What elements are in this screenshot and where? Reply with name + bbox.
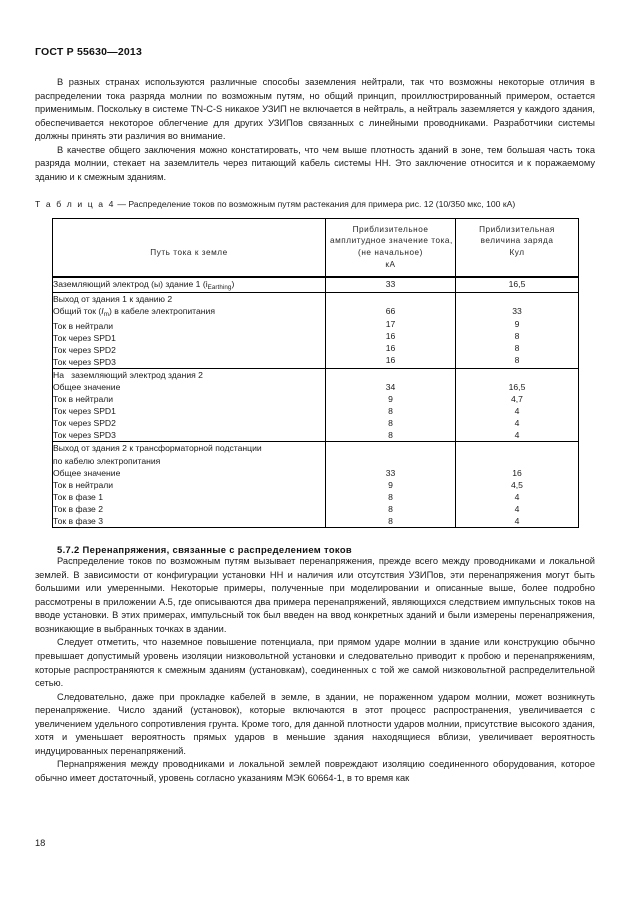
header-approx-current-amplitude — [326, 218, 456, 277]
value-current: 33 — [385, 467, 396, 478]
row-label-neutral: Ток в нейтрали — [53, 320, 114, 331]
values-current-group — [326, 442, 456, 528]
value-charge: 16 — [512, 467, 522, 478]
value-current: 17 — [385, 318, 396, 329]
value-current: 9 — [388, 479, 393, 490]
page-content — [35, 76, 595, 785]
header-col3-line2: величина заряда — [480, 236, 554, 246]
row-label-total-current — [53, 305, 325, 319]
group-title-line1: Выход от здания 2 к трансформаторной подстанции — [53, 443, 262, 454]
value-current: 9 — [388, 394, 393, 405]
value-charge: 8 — [514, 342, 520, 353]
paragraph-3: Распределение токов по возможным путям вызывает перенапряжения, прежде всего между проводниками и локальной землей. В зависимости от конфигурации установки НН и наличия или отсутствия УЗИПов, эти перенапряжения могут быть большими или умеренными. Некоторые примеры, полученные при моделировании и описанные выше, более подробно рассмотрены в приложении А.5, где описываются два примера перенапряжений, являющихся следствием импульсных токов на вводе установки. В этих примерах, импульсный ток был введен на ввод конкретных зданий и были измерены перенапряжения, возникающие в выбранных точках в здании. — [35, 556, 595, 634]
row-label-phase2: Ток в фазе 2 — [53, 503, 104, 514]
table-header-row — [53, 218, 579, 277]
value-charge: 4 — [514, 503, 520, 514]
row-label-neutral: Ток в нейтрали — [53, 479, 114, 490]
header-col3-line3: Кул — [509, 248, 525, 258]
row-label-total: Общее значение — [53, 467, 121, 478]
paragraph-1: В разных странах используются различные способы заземления нейтрали, так что возможны некоторые отличия в распределении тока разряда молнии по возможным путям, но общий принцип, проиллюстрированный примером, остается применимым. Поскольку в системе TN-C-S никакое УЗИП не включается в нейтраль, а нейтраль заземляется у каждого здания, обеспечивается некоторое облегчение для других УЗИПов связанных с линейными проводниками. Разработчики системы должны принять эти различия во внимание. — [35, 77, 595, 142]
row-label-spd3: Ток через SPD3 — [53, 356, 116, 367]
table-row — [53, 442, 579, 528]
row-label-earthing-electrode — [53, 277, 326, 293]
group-title: Выход от здания 1 к зданию 2 — [53, 294, 173, 305]
row-label-phase3: Ток в фазе 3 — [53, 516, 104, 527]
value-charge: 16,5 — [508, 382, 526, 392]
header-col2-line4: кА — [385, 259, 396, 269]
label-symbol: I — [101, 306, 104, 317]
header-col2-line2: амплитудное значение тока, — [330, 236, 453, 246]
value-current: 16 — [385, 342, 396, 353]
row-label-spd1: Ток через SPD1 — [53, 332, 116, 343]
value-charge: 4 — [514, 516, 520, 527]
value-charge: 4,7 — [511, 394, 523, 405]
label-part-pre: Заземляющий электрод (ы) здание 1 (i — [53, 279, 208, 290]
header-approx-charge — [456, 218, 579, 277]
paragraph-6: Пернапряжения между проводниками и локальной землей повреждают изоляцию соединенного оборудования, которое обычно имеет достаточный, уровень согласно указаниям МЭК 60664-1, в то время как — [35, 759, 595, 783]
value-current: 33 — [326, 277, 456, 293]
header-col3-line1: Приблизительная — [479, 224, 555, 234]
value-charge: 33 — [512, 306, 522, 317]
table-row — [53, 293, 579, 369]
label-part-pre: Общий ток ( — [53, 306, 102, 317]
row-label-neutral: Ток в нейтрали — [53, 394, 114, 405]
value-current: 16 — [385, 330, 396, 341]
row-group-to-electrode-b2 — [53, 368, 326, 442]
value-current: 8 — [388, 430, 393, 441]
values-charge-group — [456, 293, 579, 369]
row-label-spd2: Ток через SPD2 — [53, 344, 116, 355]
value-charge: 9 — [514, 318, 520, 329]
row-label-spd3: Ток через SPD3 — [53, 430, 116, 441]
values-charge-group — [456, 442, 579, 528]
table-caption-dash: — — [117, 199, 126, 210]
values-current-group — [326, 293, 456, 369]
table-caption — [35, 198, 595, 211]
paragraph-4: Следует отметить, что наземное повышение потенциала, при прямом ударе молнии в здание или конструкцию обычно превышает допустимый уровень изоляции низковольтной установки и следовательно приводит к пробою и перенапряжениям, которые распространяются к смежным зданиям (установкам), соединенных с той же самой низковольтной распределительной сетью. — [35, 637, 595, 689]
value-charge: 4 — [514, 430, 520, 441]
label-part-post: ) — [231, 279, 235, 290]
label-subscript: Earthing — [207, 284, 232, 292]
value-current: 8 — [388, 491, 393, 502]
header-col2-line1: Приблизительное — [352, 224, 429, 234]
value-current: 16 — [385, 354, 396, 365]
value-current: 34 — [385, 382, 396, 392]
standard-header: ГОСТ Р 55630—2013 — [35, 46, 143, 58]
value-charge: 4 — [514, 418, 520, 429]
header-path-to-earth: Путь тока к земле — [53, 218, 326, 277]
value-charge: 8 — [514, 354, 520, 365]
group-title: На заземляющий электрод здания 2 — [53, 369, 203, 380]
table-row — [53, 368, 579, 442]
row-group-exit-b2-substation — [53, 442, 326, 528]
label-part-post: ) в кабеле электропитания — [108, 306, 215, 317]
row-label-total: Общее значение — [53, 382, 121, 392]
header-col2-line3: (не начальное) — [358, 248, 423, 258]
value-charge: 4 — [514, 406, 520, 417]
paragraph-2: В качестве общего заключения можно констатировать, что чем выше плотность зданий в зоне, тем большая часть тока разряда молнии, стекает на заземлитель через питающий кабель системы НН. Это заключение относится и к поражаемому зданию и к смежным зданиям. — [35, 144, 595, 182]
values-charge-group — [456, 368, 579, 442]
page-number: 18 — [35, 838, 46, 848]
value-current: 8 — [388, 516, 393, 527]
table-caption-text: Распределение токов по возможным путям растекания для примера рис. 12 (10/350 мкс, 100 кА) — [128, 199, 516, 210]
current-distribution-table — [52, 218, 579, 528]
values-current-group — [326, 368, 456, 442]
row-label-phase1: Ток в фазе 1 — [53, 491, 104, 502]
row-group-exit-b1-b2 — [53, 293, 326, 369]
table-caption-label: Т а б л и ц а 4 — [35, 199, 115, 210]
section-heading-5-7-2: 5.7.2 Перенапряжения, связанные с распределением токов — [57, 544, 353, 556]
paragraph-5: Следовательно, даже при прокладке кабелей в земле, в здании, не пораженном ударом молнии, может возникнуть перенапряжение. Число зданий (установок), которые включаются в этот процесс распространения, увеличивается с увеличением удельного сопротивления грунта. Кроме того, для данной плотности ударов молнии, присутствие высокого здания, хотя и уменьшает вероятность прямых ударов в меньшие здания находящиеся вблизи, увеличивает вероятность индуцированных перенапряжений. — [35, 691, 595, 756]
row-label-spd1: Ток через SPD1 — [53, 406, 116, 417]
label-subscript: m — [103, 311, 109, 319]
value-charge: 16,5 — [456, 277, 579, 293]
value-charge: 4 — [514, 491, 520, 502]
value-charge: 8 — [514, 330, 520, 341]
value-current: 8 — [388, 418, 393, 429]
row-label-spd2: Ток через SPD2 — [53, 418, 116, 429]
value-current: 8 — [388, 503, 393, 514]
table-row — [53, 277, 579, 293]
value-current: 8 — [388, 406, 393, 417]
value-current: 66 — [385, 306, 396, 317]
value-charge: 4,5 — [511, 479, 523, 490]
group-title-line2: по кабелю электропитания — [53, 455, 161, 466]
